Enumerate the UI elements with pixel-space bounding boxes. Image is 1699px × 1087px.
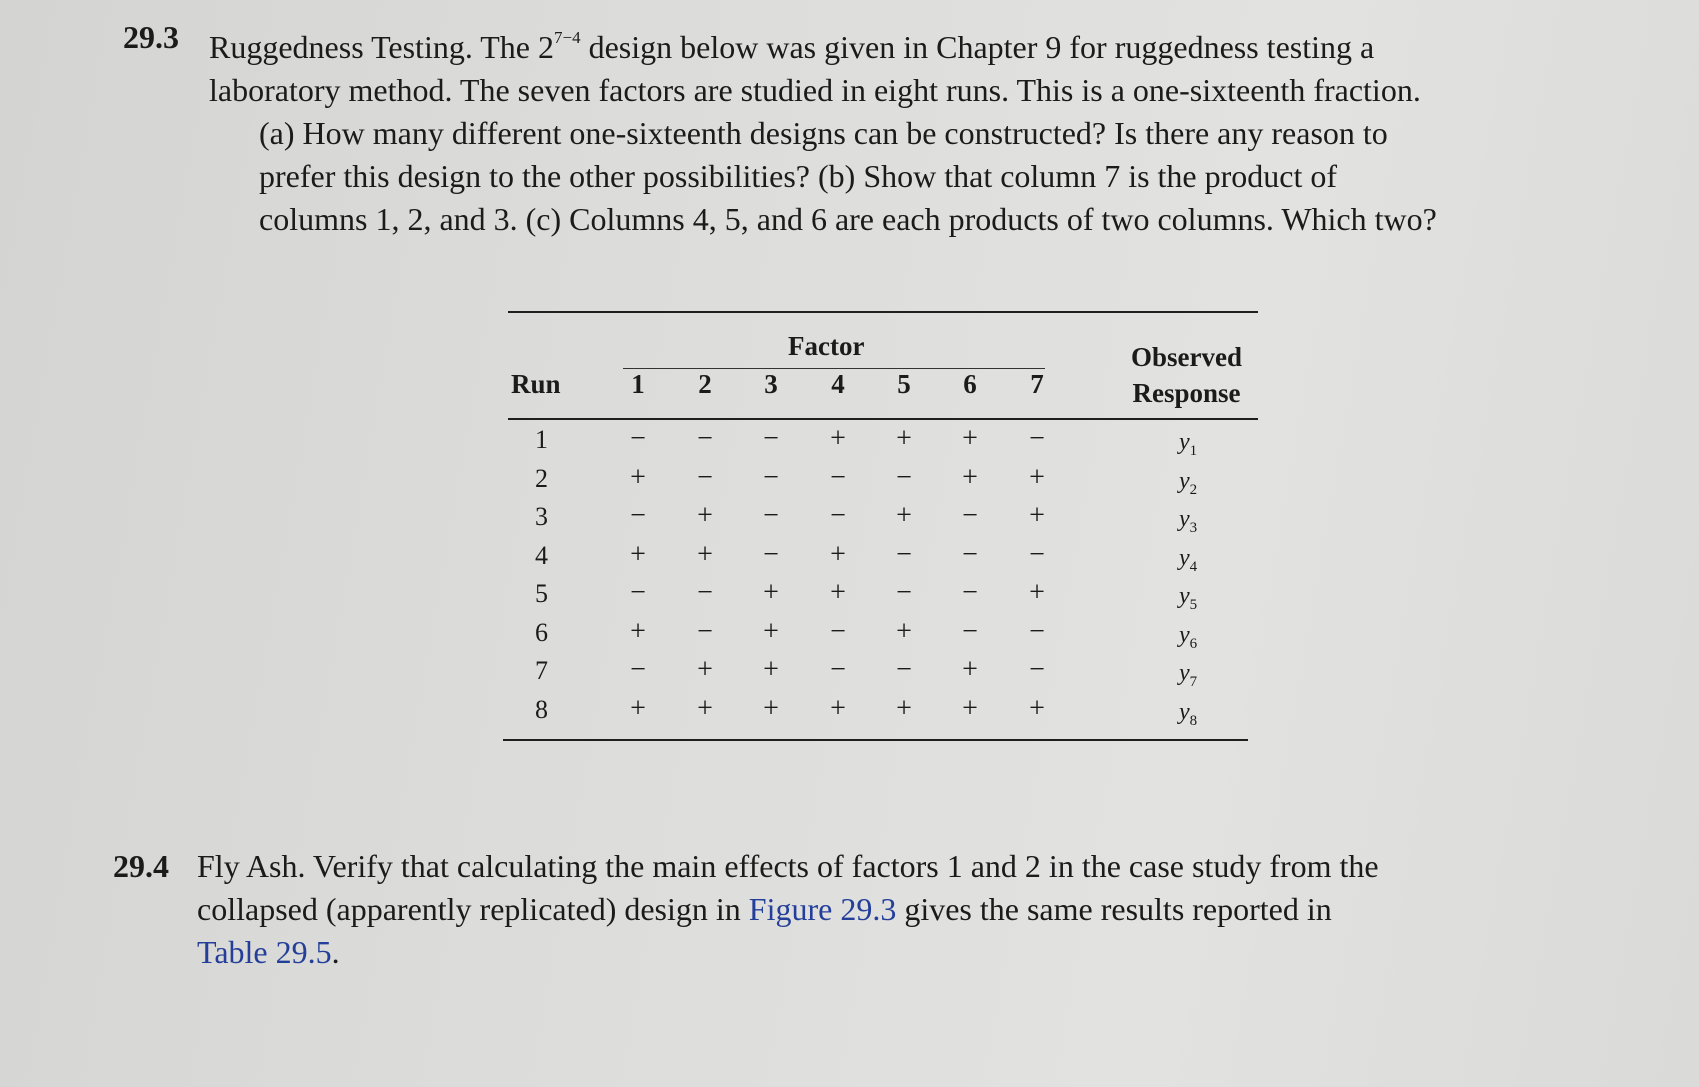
response-subscript: 4 bbox=[1189, 558, 1198, 575]
factor-sign-cell: − bbox=[630, 577, 646, 608]
factor-sign-cell: − bbox=[896, 538, 912, 570]
design-exponent: 7−4 bbox=[554, 28, 581, 47]
factor-sign-cell: + bbox=[697, 654, 713, 685]
response-column-header bbox=[1131, 339, 1242, 411]
response-symbol: y bbox=[1179, 621, 1190, 648]
problem-title: Fly Ash. bbox=[197, 848, 306, 884]
factor-sign-cell: + bbox=[630, 461, 646, 493]
response-cell bbox=[1179, 583, 1197, 614]
factor-sign-cell: − bbox=[896, 577, 912, 608]
response-subscript: 1 bbox=[1189, 442, 1198, 459]
run-number-cell: 5 bbox=[535, 579, 548, 608]
table-link[interactable]: Table 29.5 bbox=[197, 934, 332, 970]
factor-sign-cell: − bbox=[763, 538, 779, 570]
factor-sign-cell: − bbox=[1029, 615, 1045, 647]
problem-line-2: laboratory method. The seven factors are studied in eight runs. This is a one-sixteenth fraction. bbox=[209, 72, 1421, 108]
factor-sign-cell: − bbox=[830, 615, 846, 647]
factor-sign-cell: + bbox=[763, 654, 779, 685]
factor-sign-cell: − bbox=[1029, 538, 1045, 570]
factor-sign-cell: + bbox=[1029, 500, 1045, 531]
response-subscript: 6 bbox=[1189, 635, 1198, 652]
factor-column-header: 2 bbox=[698, 369, 712, 399]
factor-sign-cell: + bbox=[962, 654, 978, 685]
part-line: columns 1, 2, and 3. (c) Columns 4, 5, and 6 are each products of two columns. Which two? bbox=[259, 201, 1437, 237]
response-header-line: Response bbox=[1132, 378, 1241, 408]
response-symbol: y bbox=[1179, 429, 1190, 455]
factor-sign-cell: + bbox=[630, 538, 646, 570]
factor-sign-cell: − bbox=[763, 500, 779, 531]
factor-sign-cell: − bbox=[896, 461, 912, 493]
problem-body bbox=[197, 845, 1533, 974]
factor-sign-cell: + bbox=[1029, 577, 1045, 608]
factor-column-header: 4 bbox=[831, 369, 845, 399]
response-symbol: y bbox=[1179, 698, 1190, 725]
factor-sign-cell: − bbox=[763, 461, 779, 493]
factor-sign-cell: + bbox=[830, 577, 846, 608]
factor-sign-cell: + bbox=[630, 692, 646, 724]
response-subscript: 8 bbox=[1189, 712, 1198, 729]
factor-sign-cell: + bbox=[830, 423, 846, 454]
factor-sign-cell: − bbox=[1029, 654, 1045, 685]
response-symbol: y bbox=[1179, 544, 1190, 571]
problem-text: design below was given in Chapter 9 for ruggedness testing a bbox=[580, 29, 1375, 65]
problem-number: 29.3 bbox=[123, 19, 179, 55]
response-symbol: y bbox=[1179, 506, 1190, 532]
factor-sign-cell: + bbox=[896, 423, 912, 454]
problem-text: . bbox=[331, 934, 340, 970]
factor-sign-cell: + bbox=[896, 692, 912, 724]
response-symbol: y bbox=[1179, 467, 1190, 494]
response-subscript: 2 bbox=[1189, 481, 1198, 498]
table-header-rule bbox=[508, 418, 1258, 420]
factor-sign-cell: − bbox=[697, 615, 713, 647]
run-number-cell: 8 bbox=[535, 694, 548, 724]
factor-sign-cell: + bbox=[763, 577, 779, 608]
problem-parts bbox=[259, 112, 1543, 241]
factor-sign-cell: − bbox=[962, 538, 978, 570]
factor-sign-cell: − bbox=[962, 577, 978, 608]
factor-sign-cell: + bbox=[697, 538, 713, 570]
response-symbol: y bbox=[1179, 660, 1190, 686]
run-number-cell: 1 bbox=[535, 425, 548, 454]
response-symbol: y bbox=[1179, 583, 1190, 609]
problem-text: The 2 bbox=[480, 29, 554, 65]
table-bottom-rule bbox=[503, 739, 1248, 741]
problem-line-3 bbox=[197, 931, 1533, 974]
figure-link[interactable]: Figure 29.3 bbox=[748, 891, 897, 927]
factor-sign-cell: − bbox=[630, 423, 646, 454]
response-cell bbox=[1179, 429, 1197, 460]
factor-sign-cell: − bbox=[896, 654, 912, 685]
problem-number: 29.4 bbox=[113, 848, 169, 884]
run-number-cell: 2 bbox=[535, 463, 548, 493]
run-number-cell: 7 bbox=[535, 656, 548, 685]
factor-column-header: 7 bbox=[1030, 369, 1044, 399]
factor-sign-cell: + bbox=[896, 615, 912, 647]
response-subscript: 7 bbox=[1189, 673, 1198, 690]
response-subscript: 3 bbox=[1189, 519, 1198, 536]
factor-column-header: 3 bbox=[764, 369, 778, 399]
factor-sign-cell: + bbox=[1029, 692, 1045, 724]
problem-body bbox=[209, 16, 1543, 241]
response-cell bbox=[1179, 660, 1197, 691]
response-cell bbox=[1179, 468, 1197, 499]
factor-sign-cell: − bbox=[630, 654, 646, 685]
factor-sign-cell: − bbox=[763, 423, 779, 454]
run-number-cell: 6 bbox=[535, 617, 548, 647]
response-subscript: 5 bbox=[1189, 596, 1198, 613]
part-line: prefer this design to the other possibilities? (b) Show that column 7 is the product of bbox=[259, 158, 1338, 194]
problem-text: gives the same results reported in bbox=[896, 891, 1332, 927]
factor-column-header: 6 bbox=[963, 369, 977, 399]
factor-sign-cell: − bbox=[830, 654, 846, 685]
factor-sign-cell: + bbox=[896, 500, 912, 531]
factor-sign-cell: + bbox=[697, 500, 713, 531]
part-line: (a) How many different one-sixteenth designs can be constructed? Is there any reason to bbox=[259, 115, 1388, 151]
factor-sign-cell: − bbox=[630, 500, 646, 531]
factor-sign-cell: + bbox=[1029, 461, 1045, 493]
factor-sign-cell: − bbox=[962, 615, 978, 647]
problem-29-3 bbox=[123, 16, 1543, 241]
factor-group-header: Factor bbox=[788, 331, 865, 361]
run-number-cell: 4 bbox=[535, 540, 548, 570]
problem-text: collapsed (apparently replicated) design in bbox=[197, 891, 749, 927]
factor-sign-cell: + bbox=[830, 692, 846, 724]
factor-sign-cell: − bbox=[697, 577, 713, 608]
problem-text: Verify that calculating the main effects of factors 1 and 2 in the case study from the bbox=[305, 848, 1379, 884]
factor-column-header: 1 bbox=[631, 369, 645, 399]
run-number-cell: 3 bbox=[535, 502, 548, 531]
factor-sign-cell: − bbox=[830, 500, 846, 531]
problem-line-1 bbox=[197, 845, 1533, 888]
problem-title: Ruggedness Testing. bbox=[209, 29, 473, 65]
response-header-line: Observed bbox=[1131, 342, 1242, 372]
response-cell bbox=[1179, 545, 1197, 576]
problem-29-4 bbox=[113, 845, 1533, 974]
factor-sign-cell: − bbox=[830, 461, 846, 493]
factor-sign-cell: + bbox=[830, 538, 846, 570]
factor-sign-cell: + bbox=[962, 692, 978, 724]
factor-sign-cell: + bbox=[763, 615, 779, 647]
response-cell bbox=[1179, 506, 1197, 537]
factor-sign-cell: − bbox=[697, 423, 713, 454]
factor-sign-cell: + bbox=[962, 461, 978, 493]
factor-sign-cell: − bbox=[1029, 423, 1045, 454]
factor-sign-cell: − bbox=[697, 461, 713, 493]
factor-sign-cell: + bbox=[763, 692, 779, 724]
factor-sign-cell: + bbox=[962, 423, 978, 454]
factor-sign-cell: + bbox=[630, 615, 646, 647]
problem-line-2 bbox=[197, 888, 1533, 931]
factor-sign-cell: − bbox=[962, 500, 978, 531]
factor-column-header: 5 bbox=[897, 369, 911, 399]
factor-sign-cell: + bbox=[697, 692, 713, 724]
run-column-header: Run bbox=[511, 369, 561, 399]
response-cell bbox=[1179, 699, 1197, 730]
problem-line-1 bbox=[209, 16, 1543, 69]
response-cell bbox=[1179, 622, 1197, 653]
table-top-rule bbox=[508, 311, 1258, 313]
